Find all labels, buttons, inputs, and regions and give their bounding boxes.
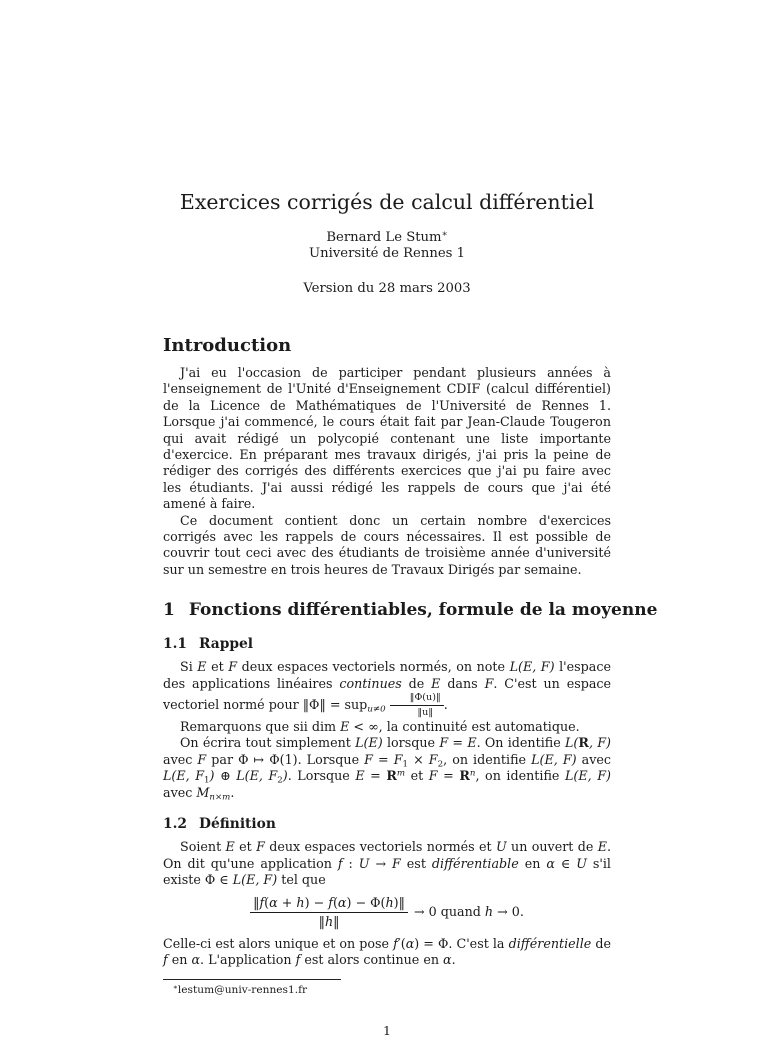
document-title: [163, 190, 611, 214]
subsection-1-1-number: 1.1: [163, 636, 188, 653]
affiliation: Université de Rennes 1: [309, 246, 465, 261]
equation-fraction: [250, 895, 408, 930]
author-name: Bernard Le Stum: [326, 230, 442, 245]
rappel-paragraph-2: Remarquons que sii dim E < ∞, la continuité est automatique.: [180, 719, 580, 735]
introduction-paragraph-1: J'ai eu l'occasion de participer pendant plusieurs années à l'enseignement de l'Unité d'Enseignement CDIF (calcul différentiel) de la Licence de Mathématiques de l'Université de Rennes 1. Lorsque j'ai commencé, le cours était fait par Jean-Claude Tougeron qui avait rédigé un polycopié contenant une liste importante d'exercice. En préparant mes travaux dirigés, j'ai pris la peine de rédiger des corrigés des différents exercices que j'ai pu faire avec les étudiants. J'ai aussi rédigé les rappels de cours que j'ai été amené à faire.: [163, 365, 611, 512]
footnote: [163, 984, 611, 997]
author-line: [163, 230, 611, 246]
subsection-1-2-number: 1.2: [163, 816, 188, 833]
equation-numerator: ‖f(α + h) − f(α) − Φ(h)‖: [250, 895, 408, 913]
introduction-paragraph-2: Ce document contient donc un certain nombre d'exercices corrigés avec les rappels de cours nécessaires. Il est possible de couvrir tout ceci avec des étudiants de troisième année d'université sur un semestre en trois heures de Travaux Dirigés par semaine.: [163, 512, 611, 577]
footnote-area: [163, 979, 611, 997]
footnote-email: lestum@univ-rennes1.fr: [177, 983, 308, 996]
section-1-number: 1: [163, 600, 175, 621]
subsection-1-2-title: Définition: [199, 816, 276, 833]
differentiability-equation: [163, 895, 611, 930]
section-1-heading: [163, 599, 658, 621]
subsection-1-1-title: Rappel: [199, 636, 254, 653]
author-block: [163, 230, 611, 262]
author-footnote-mark: ∗: [441, 229, 448, 240]
rappel-paragraph-1: Si E et F deux espaces vectoriels normés, on note L(E, F) l'espace des applications linéaires continues de E dans F. C'est un espace vectoriel normé pour ‖Φ‖ = sup$_{u\ne 0}$ $\frac{‖\Phi(u)‖}{‖u‖}$ .: [163, 659, 612, 719]
subsection-1-2-heading: [163, 816, 611, 833]
subsection-1-1-heading: [163, 636, 611, 653]
footnote-marker: ∗: [173, 982, 178, 992]
introduction-heading: Introduction: [163, 335, 292, 356]
version-line: Version du 28 mars 2003: [303, 281, 471, 296]
page-number: 1: [383, 1022, 391, 1038]
rappel-paragraph-3: On écrira tout simplement L(E) lorsque F = E. On identifie L(R, F) avec F par Φ ↦ Φ(1). Lorsque $F = F_1 \times F_2$, on identifie L(E, F) avec L(E, $F_1$) ⊕ L(E, $F_2$). Lorsque $E = R^m$ et $F = R^n$, on identifie L(E, F) avec $M_{n\times m}$.: [163, 735, 611, 803]
document-title-text: Exercices corrigés de calcul différentiel: [179, 190, 595, 214]
definition-paragraph-2: Celle-ci est alors unique et on pose f′(α) = Φ. C'est la différentielle de f en α. L'application f est alors continue en α.: [163, 936, 611, 968]
equation-denominator: ‖h‖: [318, 914, 340, 930]
equation-limit-text: → 0 quand h → 0.: [413, 904, 524, 920]
section-1-title: Fonctions différentiables, formule de la moyenne: [188, 600, 658, 621]
footnote-rule: [163, 979, 341, 980]
text-column: [163, 0, 658, 1038]
definition-paragraph-1: Soient E et F deux espaces vectoriels normés et U un ouvert de E. On dit qu'une application f : U → F est différentiable en α ∈ U s'il existe Φ ∈ L(E, F) tel que: [163, 839, 611, 887]
